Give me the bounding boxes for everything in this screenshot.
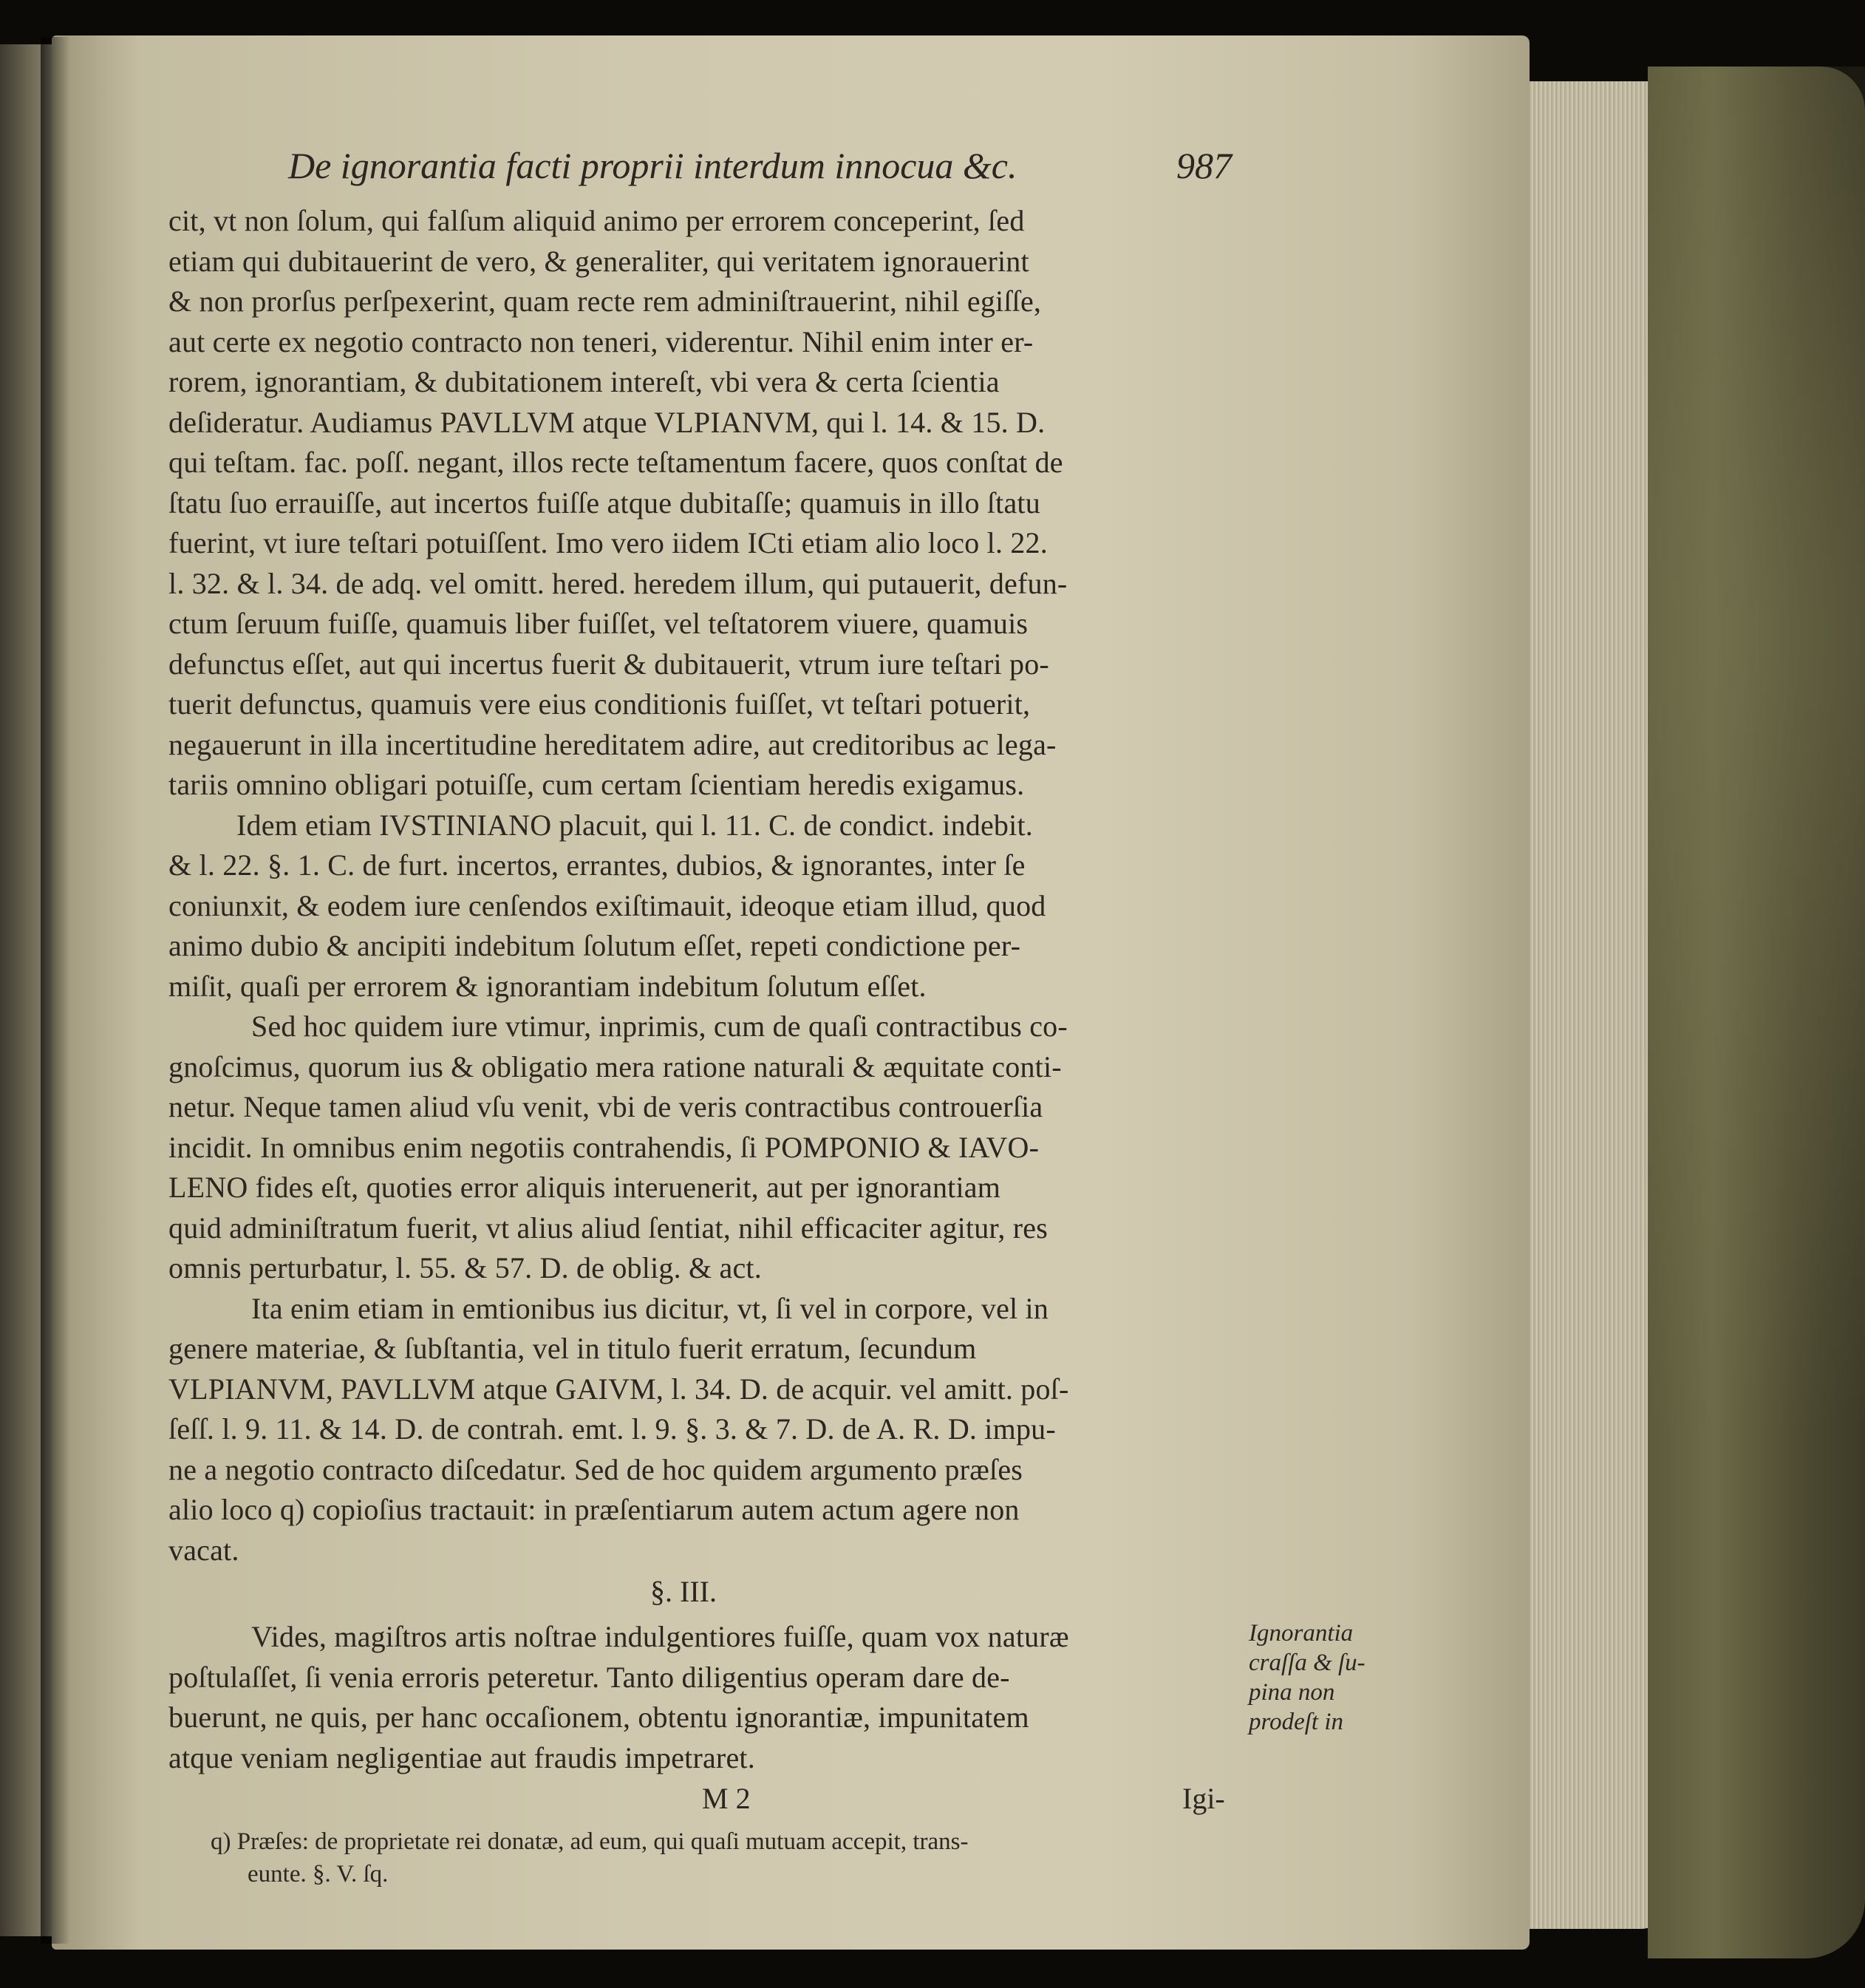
footnote-line-2: eunte. §. V. ſq. bbox=[248, 1861, 389, 1887]
signature-mark: M 2 bbox=[702, 1782, 751, 1815]
running-title: De ignorantia facti proprii interdum innocua &c. bbox=[288, 145, 1017, 186]
paragraph-3-line-2: gnoſcimus, quorum ius & obligatio mera ratione naturali & æquitate conti- bbox=[168, 1050, 1062, 1083]
paragraph-1-line-2: etiam qui dubitauerint de vero, & generaliter, qui veritatem ignorauerint bbox=[168, 245, 1029, 278]
paragraph-1-line-7: qui teſtam. fac. poſſ. negant, illos recte teſtamentum facere, quos conſtat de bbox=[168, 446, 1063, 479]
paragraph-1-line-12: defunctus eſſet, aut qui incertus fuerit & dubitauerit, vtrum iure teſtari po- bbox=[168, 647, 1049, 681]
paragraph-5-line-4: atque veniam negligentiae aut fraudis impetraret. bbox=[168, 1741, 755, 1774]
marginal-note-line-4: prodeſt in bbox=[1249, 1709, 1344, 1735]
paragraph-2-line-3: coniunxit, & eodem iure cenſendos exiſtimauit, ideoque etiam illud, quod bbox=[168, 889, 1046, 922]
catchword: Igi- bbox=[1182, 1782, 1225, 1815]
paragraph-1-line-4: aut certe ex negotio contracto non teneri, viderentur. Nihil enim inter er- bbox=[168, 325, 1034, 358]
paragraph-1-line-1: cit, vt non ſolum, qui falſum aliquid animo per errorem conceperint, ſed bbox=[168, 204, 1025, 237]
paragraph-1-line-14: negauerunt in illa incertitudine hereditatem adire, aut creditoribus ac lega- bbox=[168, 728, 1057, 761]
paragraph-5-line-2: poſtulaſſet, ſi venia erroris peteretur. Tanto diligentius operam dare de- bbox=[168, 1661, 1010, 1694]
paragraph-5-line-1: Vides, magiſtros artis noſtrae indulgentiores fuiſſe, quam vox naturæ bbox=[251, 1620, 1069, 1653]
paragraph-1-line-11: ctum ſeruum fuiſſe, quamuis liber fuiſſet, vel teſtatorem viuere, quamuis bbox=[168, 607, 1029, 640]
paragraph-2-line-2: & l. 22. §. 1. C. de furt. incertos, errantes, dubios, & ignorantes, inter ſe bbox=[168, 848, 1026, 882]
paragraph-1-line-9: fuerint, vt iure teſtari potuiſſent. Imo vero iidem ICti etiam alio loco l. 22. bbox=[168, 526, 1048, 559]
paragraph-3-line-3: netur. Neque tamen aliud vſu venit, vbi de veris contractibus controuerſia bbox=[168, 1090, 1043, 1123]
page-number: 987 bbox=[1176, 145, 1232, 186]
footnote-line-1: q) Præſes: de proprietate rei donatæ, ad eum, qui quaſi mutuam accepit, trans- bbox=[211, 1828, 969, 1855]
paragraph-1-line-15: tariis omnino obligari potuiſſe, cum certam ſcientiam heredis exigamus. bbox=[168, 768, 1025, 801]
paragraph-4-line-1: Ita enim etiam in emtionibus ius dicitur, vt, ſi vel in corpore, vel in bbox=[251, 1292, 1049, 1325]
book-cover bbox=[1648, 67, 1865, 1958]
paragraph-3-line-5: LENO fides eſt, quoties error aliquis interuenerit, aut per ignorantiam bbox=[168, 1171, 1001, 1204]
paragraph-1-line-13: tuerit defunctus, quamuis vere eius conditionis fuiſſet, vt teſtari potuerit, bbox=[168, 687, 1031, 721]
paragraph-3-line-7: omnis perturbatur, l. 55. & 57. D. de oblig. & act. bbox=[168, 1251, 762, 1284]
paragraph-1-line-6: deſideratur. Audiamus PAVLLVM atque VLPIANVM, qui l. 14. & 15. D. bbox=[168, 406, 1046, 439]
paragraph-1-line-3: & non prorſus perſpexerint, quam recte rem adminiſtrauerint, nihil egiſſe, bbox=[168, 285, 1042, 318]
paragraph-4-line-4: ſeſſ. l. 9. 11. & 14. D. de contrah. emt. l. 9. §. 3. & 7. D. de A. R. D. impu- bbox=[168, 1412, 1056, 1446]
paragraph-3-line-6: quid adminiſtratum fuerit, vt alius aliud ſentiat, nihil efficaciter agitur, res bbox=[168, 1211, 1048, 1245]
paragraph-4-line-5: ne a negotio contracto diſcedatur. Sed de hoc quidem argumento præſes bbox=[168, 1453, 1023, 1486]
paragraph-4-line-2: genere materiae, & ſubſtantia, vel in titulo fuerit erratum, ſecundum bbox=[168, 1332, 977, 1365]
paragraph-4-line-6: alio loco q) copioſius tractauit: in præſentiarum autem actum agere non bbox=[168, 1493, 1020, 1526]
paragraph-1-line-5: rorem, ignorantiam, & dubitationem intereſt, vbi vera & certa ſcientia bbox=[168, 365, 1000, 398]
gutter-shadow bbox=[41, 37, 70, 1944]
paragraph-4-line-3: VLPIANVM, PAVLLVM atque GAIVM, l. 34. D. de acquir. vel amitt. poſ- bbox=[168, 1372, 1069, 1406]
paragraph-1-line-8: ſtatu ſuo errauiſſe, aut incertos fuiſſe atque dubitaſſe; quamuis in illo ſtatu bbox=[168, 486, 1040, 520]
marginal-note-line-2: craſſa & ſu- bbox=[1249, 1650, 1365, 1676]
paragraph-2-line-1: Idem etiam IVSTINIANO placuit, qui l. 11. C. de condict. indebit. bbox=[236, 809, 1033, 842]
paragraph-5-line-3: buerunt, ne quis, per hanc occaſionem, obtentu ignorantiæ, impunitatem bbox=[168, 1701, 1029, 1734]
marginal-note-line-3: pina non bbox=[1249, 1679, 1335, 1706]
paragraph-2-line-5: miſit, quaſi per errorem & ignorantiam indebitum ſolutum eſſet. bbox=[168, 970, 927, 1003]
paragraph-2-line-4: animo dubio & ancipiti indebitum ſolutum eſſet, repeti condictione per- bbox=[168, 929, 1021, 962]
paragraph-1-line-10: l. 32. & l. 34. de adq. vel omitt. hered. heredem illum, qui putauerit, defun- bbox=[168, 567, 1068, 600]
paragraph-4-line-7: vacat. bbox=[168, 1533, 239, 1567]
paragraph-3-line-1: Sed hoc quidem iure vtimur, inprimis, cum de quaſi contractibus co- bbox=[251, 1010, 1068, 1043]
section-heading: §. III. bbox=[650, 1575, 717, 1608]
marginal-note-line-1: Ignorantia bbox=[1249, 1620, 1354, 1647]
paragraph-3-line-4: incidit. In omnibus enim negotiis contrahendis, ſi POMPONIO & IAVO- bbox=[168, 1131, 1040, 1164]
